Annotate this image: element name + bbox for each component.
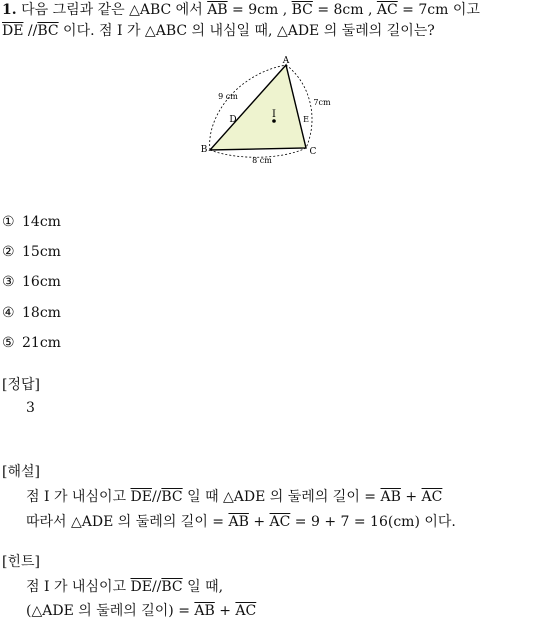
answer-heading: [정답]	[2, 377, 40, 393]
segment-ac: $\overline{AC}$	[421, 489, 443, 505]
solution-text: 따라서 △ADE 의 둘레의 길이 =	[26, 514, 229, 530]
length-ab: 9 cm	[218, 92, 238, 101]
plus-sign: +	[400, 489, 422, 505]
length-bc: 8 cm	[252, 156, 272, 165]
parallel-symbol: //	[151, 579, 162, 595]
segment-de: $\overline{DE}$	[130, 579, 152, 595]
choice-marker: ②	[2, 244, 15, 260]
parallel-symbol: //	[151, 489, 162, 505]
segment-de: $\overline{DE}$	[130, 489, 152, 505]
hint-heading: [힌트]	[2, 554, 40, 570]
segment-ab: $\overline{AB}$	[194, 603, 215, 619]
label-b: B	[200, 145, 208, 155]
solution-line-2	[26, 511, 456, 531]
choice-1[interactable]	[2, 213, 61, 231]
solution-text: 점 I 가 내심이고	[26, 489, 131, 505]
choice-text: 16cm	[22, 274, 61, 290]
choice-2[interactable]	[2, 243, 61, 261]
label-e: E	[303, 115, 309, 124]
choice-text: 18cm	[22, 305, 61, 321]
hint-text: 점 I 가 내심이고	[26, 579, 131, 595]
question-text: = 7cm 이고	[397, 2, 480, 18]
choice-marker: ⑤	[2, 335, 15, 351]
question-text: 이다. 점 I 가 △ABC 의 내심일 때, △ADE 의 둘레의 길이는?	[58, 23, 435, 39]
segment-bc: $\overline{BC}$	[161, 489, 183, 505]
choice-marker: ③	[2, 274, 15, 290]
parallel-symbol: //	[23, 23, 38, 39]
choice-5[interactable]	[2, 334, 61, 352]
question-line-2	[2, 22, 435, 40]
question-number: 1.	[2, 2, 17, 18]
choice-4[interactable]	[2, 304, 61, 322]
plus-sign: +	[214, 603, 236, 619]
solution-heading: [해설]	[2, 464, 40, 480]
segment-ab: $\overline{AB}$	[228, 514, 249, 530]
segment-ab: $\overline{AB}$	[380, 489, 401, 505]
solution-line-1	[26, 486, 442, 506]
segment-bc: $\overline{BC}$	[291, 2, 313, 18]
choice-3[interactable]	[2, 273, 61, 291]
triangle-abc	[210, 65, 306, 150]
plus-sign: +	[248, 514, 270, 530]
hint-line-2	[26, 600, 256, 620]
choice-text: 21cm	[22, 335, 61, 351]
segment-ac: $\overline{AC}$	[235, 603, 257, 619]
question-text: 다음 그림과 같은 △ABC 에서	[21, 2, 208, 18]
choice-marker: ①	[2, 214, 15, 230]
segment-ac: $\overline{AC}$	[376, 2, 398, 18]
solution-text: 일 때 △ADE 의 둘레의 길이 =	[182, 489, 381, 505]
choice-text: 15cm	[22, 244, 61, 260]
answer-value: 3	[26, 400, 35, 416]
label-d: D	[229, 115, 237, 125]
label-a: A	[282, 56, 290, 66]
segment-de: $\overline{DE}$	[2, 23, 24, 39]
choice-marker: ④	[2, 305, 15, 321]
segment-ac: $\overline{AC}$	[269, 514, 291, 530]
segment-bc: $\overline{BC}$	[37, 23, 59, 39]
hint-line-1	[26, 576, 223, 596]
question-text: = 8cm ,	[312, 2, 377, 18]
label-i: I	[272, 109, 276, 120]
choice-text: 14cm	[22, 214, 61, 230]
length-ac: 7cm	[313, 98, 331, 107]
label-c: C	[309, 147, 317, 157]
hint-text: (△ADE 의 둘레의 길이) =	[26, 603, 195, 619]
segment-bc: $\overline{BC}$	[161, 579, 183, 595]
triangle-figure	[196, 56, 344, 168]
question-text: = 9cm ,	[227, 2, 292, 18]
hint-text: 일 때,	[182, 579, 224, 595]
solution-text: = 9 + 7 = 16(cm) 이다.	[290, 514, 456, 530]
question-line-1	[2, 1, 480, 19]
segment-ab: $\overline{AB}$	[207, 2, 228, 18]
